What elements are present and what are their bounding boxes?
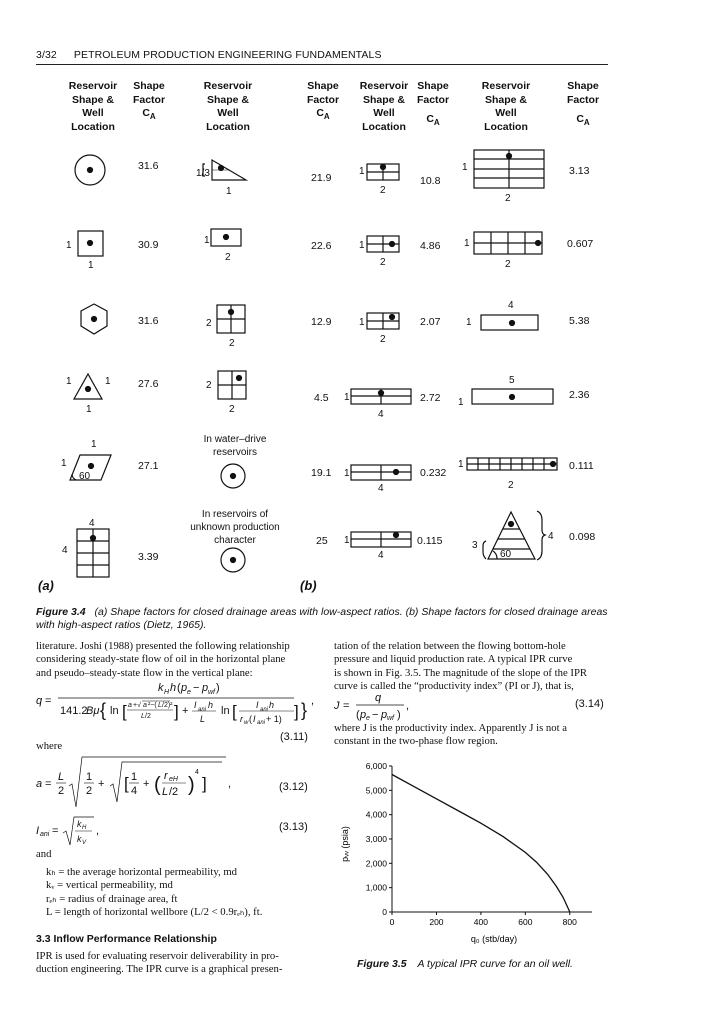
svg-text:): ) bbox=[188, 774, 195, 796]
svg-text:h: h bbox=[170, 682, 177, 694]
def-reh: rₑₕ = radius of drainage area, ft bbox=[46, 892, 178, 905]
col-header-factor-a2: Shape Factor $C_A$ bbox=[306, 80, 340, 122]
shape-square-centered bbox=[78, 231, 103, 256]
svg-text:=: = bbox=[343, 700, 350, 712]
y-tick-label: 5,000 bbox=[365, 785, 387, 796]
shape-rect-4x1-b2r3 bbox=[481, 315, 538, 330]
x-tick-label: 0 bbox=[389, 917, 395, 927]
svg-text:ani: ani bbox=[257, 720, 266, 726]
svg-text:(: ( bbox=[356, 709, 360, 721]
where-label-1: where bbox=[36, 740, 63, 752]
svg-text:−: − bbox=[193, 682, 200, 694]
svg-text:²−(: ²−( bbox=[148, 702, 157, 709]
dim-b1r4-bottom: 4 bbox=[378, 409, 384, 420]
svg-text:I: I bbox=[253, 714, 256, 724]
svg-text:I: I bbox=[194, 700, 197, 710]
dim-a1r5-left: 1 bbox=[61, 458, 67, 469]
def-kv: kᵥ = vertical permeability, md bbox=[46, 879, 173, 892]
svg-text:): ) bbox=[216, 682, 220, 694]
svg-text:L: L bbox=[158, 702, 162, 709]
figure-3-4-text: (a) Shape factors for closed drainage areas with low-aspect ratios. (b) Shape factors for closed drainage areas with high-aspect ratios (Dietz, 1965). bbox=[36, 606, 608, 631]
dim-a1r4-left: 1 bbox=[66, 376, 72, 387]
shape-rect-2x1 bbox=[211, 229, 241, 246]
svg-text:{: { bbox=[100, 700, 107, 720]
y-tick-label: 2,000 bbox=[365, 858, 387, 869]
dim-a2r1-left: 1/3 bbox=[196, 168, 210, 179]
dim-b2r2-left: 1 bbox=[464, 238, 470, 249]
dim-b2r4-top: 5 bbox=[509, 375, 515, 386]
eq-3-11-number: (3.11) bbox=[280, 731, 308, 743]
svg-text:I: I bbox=[256, 700, 259, 710]
svg-text:L: L bbox=[58, 771, 65, 783]
dim-b1r1-bottom: 2 bbox=[380, 185, 386, 196]
shape-rect-2x1-grid-b2r1 bbox=[474, 150, 544, 188]
factor-a1-6: 3.39 bbox=[138, 551, 159, 563]
svg-text:,: , bbox=[311, 695, 315, 707]
svg-text:q: q bbox=[375, 692, 382, 704]
shape-rect-5x1-b2r4 bbox=[472, 389, 553, 404]
svg-text:]: ] bbox=[174, 702, 179, 721]
dim-b2r3-top: 4 bbox=[508, 300, 514, 311]
svg-text:h: h bbox=[269, 700, 275, 710]
figure-3-5-text: A typical IPR curve for an oil well. bbox=[417, 958, 573, 970]
dim-b1r2-left: 1 bbox=[359, 240, 365, 251]
svg-text:/2: /2 bbox=[145, 713, 151, 720]
factor-a2-4: 4.5 bbox=[314, 392, 329, 404]
col-header-shape-b2: Reservoir Shape & Well Location bbox=[481, 80, 531, 133]
shape-rect-4x1-b1r4 bbox=[351, 389, 411, 404]
dim-a1r6-top: 4 bbox=[89, 518, 95, 529]
right-paragraph-1: tation of the relation between the flowing bottom-hole pressure and liquid production rate. A typical IPR curve is shown in Fig. 3.5. The magnitude of the slope of the IPR curve is called the “productivity index” (PI or J), that is, bbox=[334, 640, 588, 693]
shape-square-quarter bbox=[217, 305, 245, 333]
factor-b1-6: 0.115 bbox=[417, 535, 443, 547]
dim-b1r3-bottom: 2 bbox=[380, 334, 386, 345]
svg-text:h: h bbox=[208, 700, 214, 710]
dim-a2r3-bottom: 2 bbox=[229, 338, 235, 349]
svg-text:wf: wf bbox=[208, 689, 215, 696]
dim-a2r4-left: 2 bbox=[206, 380, 212, 391]
svg-text:k: k bbox=[158, 682, 164, 694]
shape-triangle-centered bbox=[74, 374, 102, 399]
dim-a2r3-left: 2 bbox=[206, 318, 212, 329]
dim-b2r6-right: 4 bbox=[548, 531, 554, 542]
shape-rect-2x1-b1r1 bbox=[367, 164, 399, 180]
dim-a2r4-bottom: 2 bbox=[229, 404, 235, 415]
factor-a1-2: 30.9 bbox=[138, 239, 159, 251]
factor-b1-5: 0.232 bbox=[420, 467, 447, 479]
dim-a1r4-right: 1 bbox=[105, 376, 111, 387]
page-number: 3/32 bbox=[36, 49, 57, 61]
dim-a1r2-left: 1 bbox=[66, 240, 72, 251]
panel-a-label: (a) bbox=[38, 578, 54, 593]
factor-a2-2: 22.6 bbox=[311, 240, 332, 252]
svg-text:r: r bbox=[240, 714, 243, 724]
svg-text:[: [ bbox=[124, 774, 129, 793]
svg-text:,: , bbox=[228, 778, 232, 790]
factor-a2-5: 19.1 bbox=[311, 467, 332, 479]
variable-definitions bbox=[46, 866, 336, 920]
dim-b1r2-bottom: 2 bbox=[380, 257, 386, 268]
factor-a2-3: 12.9 bbox=[311, 316, 332, 328]
dim-b1r5-bottom: 4 bbox=[378, 483, 384, 494]
svg-text:r: r bbox=[164, 770, 168, 782]
svg-text:Bμ: Bμ bbox=[86, 705, 100, 717]
dim-b2r1-left: 1 bbox=[462, 162, 468, 173]
factor-a1-3: 31.6 bbox=[138, 315, 159, 327]
dim-b2r6-angle: 60 bbox=[500, 549, 512, 560]
svg-text:p: p bbox=[381, 709, 388, 721]
def-kh: kₕ = the average horizontal permeability, md bbox=[46, 866, 237, 878]
y-tick-label: 3,000 bbox=[365, 834, 387, 844]
dim-b1r1-left: 1 bbox=[359, 166, 365, 177]
dim-b2r3-left: 1 bbox=[466, 317, 472, 328]
x-tick-label: 400 bbox=[473, 917, 488, 927]
factor-b1-2: 4.86 bbox=[420, 240, 441, 252]
running-title: PETROLEUM PRODUCTION ENGINEERING FUNDAMENTALS bbox=[73, 49, 382, 61]
def-l: L = length of horizontal wellbore (L/2 < 0.9rₑₕ), ft. bbox=[46, 906, 263, 919]
svg-text:a: a bbox=[143, 702, 147, 709]
svg-text:,: , bbox=[406, 700, 410, 712]
shape-circle-water-drive bbox=[221, 464, 245, 488]
svg-text:+ 1): + 1) bbox=[266, 714, 282, 724]
svg-text:L: L bbox=[141, 713, 145, 720]
shape-triangle-60-b2r6 bbox=[483, 511, 545, 560]
figure-3-5-label: Figure 3.5 bbox=[357, 958, 407, 970]
y-tick-label: 1,000 bbox=[365, 882, 387, 893]
dim-b2r2-bottom: 2 bbox=[505, 259, 511, 270]
dim-b1r6-left: 1 bbox=[344, 535, 350, 546]
shape-rect-2x1-grid-b2r2 bbox=[474, 232, 542, 254]
dim-b1r4-left: 1 bbox=[344, 392, 350, 403]
svg-text:ln: ln bbox=[221, 705, 230, 717]
factor-b1-3: 2.07 bbox=[420, 316, 441, 328]
x-tick-label: 600 bbox=[518, 917, 533, 927]
svg-text:(: ( bbox=[154, 774, 161, 796]
svg-text:4: 4 bbox=[195, 769, 199, 776]
shape-circle-centered bbox=[75, 155, 105, 185]
svg-text:4: 4 bbox=[131, 785, 138, 797]
svg-text:e: e bbox=[187, 689, 191, 696]
svg-text:}: } bbox=[301, 700, 308, 720]
dim-b2r4-left: 1 bbox=[458, 397, 464, 408]
svg-text:L: L bbox=[200, 714, 206, 724]
left-paragraph-2: IPR is used for evaluating reservoir deliverability in pro- duction engineering. The IPR curve is a graphical presen- bbox=[36, 950, 283, 976]
figure-3-4-label: Figure 3.4 bbox=[36, 606, 86, 618]
factor-b2-6: 0.098 bbox=[569, 531, 596, 543]
svg-text:ani: ani bbox=[198, 707, 207, 713]
x-tick-label: 200 bbox=[429, 917, 444, 927]
dim-b2r5-bottom: 2 bbox=[508, 480, 514, 491]
svg-text:p: p bbox=[202, 682, 209, 694]
col-header-shape-a2: Reservoir Shape & Well Location bbox=[203, 80, 253, 133]
right-paragraph-2: where J is the productivity index. Apparently J is not a constant in the two-phase flow region. bbox=[334, 722, 568, 748]
equation-3-13 bbox=[36, 814, 331, 848]
svg-text:k: k bbox=[77, 834, 82, 844]
svg-text:1: 1 bbox=[131, 771, 138, 783]
factor-a1-5: 27.1 bbox=[138, 460, 159, 472]
y-tick-label: 6,000 bbox=[365, 761, 387, 771]
dim-a2r2-bottom: 2 bbox=[225, 252, 231, 263]
svg-text:wf: wf bbox=[387, 715, 394, 722]
svg-text:e: e bbox=[366, 715, 370, 722]
svg-text:1: 1 bbox=[86, 771, 93, 783]
equation-3-12 bbox=[36, 752, 331, 816]
x-axis-label: q₀ (stb/day) bbox=[470, 934, 518, 944]
shape-rect-ladder-b2r5 bbox=[467, 458, 557, 470]
dim-a2r1-bottom: 1 bbox=[226, 186, 232, 197]
svg-text:H: H bbox=[164, 689, 170, 696]
y-tick-label: 4,000 bbox=[365, 809, 387, 820]
svg-text:/2: /2 bbox=[169, 786, 179, 798]
svg-text:ln: ln bbox=[110, 705, 119, 717]
x-tick-label: 800 bbox=[562, 917, 577, 927]
factor-b2-1: 3.13 bbox=[569, 165, 590, 177]
svg-text:]: ] bbox=[294, 702, 299, 721]
factor-b2-3: 5.38 bbox=[569, 315, 590, 327]
factor-a2-6: 25 bbox=[316, 535, 328, 547]
svg-text:]: ] bbox=[202, 774, 207, 793]
equation-3-11 bbox=[36, 676, 331, 744]
svg-text:(: ( bbox=[249, 714, 252, 724]
svg-text:w: w bbox=[244, 720, 249, 726]
shape-hexagon-centered bbox=[81, 304, 107, 334]
svg-text:k: k bbox=[77, 819, 82, 829]
svg-text:,: , bbox=[96, 825, 100, 837]
panel-b-label: (b) bbox=[300, 578, 317, 593]
factor-a2-1: 21.9 bbox=[311, 172, 332, 184]
dim-b1r6-bottom: 4 bbox=[378, 550, 384, 561]
factor-a1-4: 27.6 bbox=[138, 378, 159, 390]
dim-b2r1-bottom: 2 bbox=[505, 193, 511, 204]
section-heading-3-3: 3.3 Inflow Performance Relationship bbox=[36, 933, 217, 945]
svg-text:): ) bbox=[397, 709, 401, 721]
col-header-factor-b2: Shape Factor $C_A$ bbox=[566, 80, 600, 128]
shape-rhombus-60deg bbox=[70, 455, 111, 480]
svg-text:+: + bbox=[98, 778, 105, 790]
svg-text:eH: eH bbox=[169, 776, 178, 783]
factor-b1-4: 2.72 bbox=[420, 392, 441, 404]
factor-b2-5: 0.111 bbox=[569, 460, 594, 472]
dim-b2r5-left: 1 bbox=[458, 459, 464, 470]
y-axis-label: pᵥᵥ (psia) bbox=[340, 826, 350, 862]
shape-rect-2x1-b1r3 bbox=[367, 313, 399, 329]
factor-b1-1: 10.8 bbox=[420, 175, 441, 187]
dim-b1r3-left: 1 bbox=[359, 317, 365, 328]
svg-text:[: [ bbox=[232, 702, 237, 721]
col-header-shape-b1: Reservoir Shape & Well Location bbox=[359, 80, 409, 133]
svg-text:p: p bbox=[360, 709, 367, 721]
svg-text:p: p bbox=[181, 682, 188, 694]
eq-3-13-number: (3.13) bbox=[279, 821, 308, 833]
col-header-factor-a1: Shape Factor $C_A$ bbox=[132, 80, 166, 122]
svg-text:H: H bbox=[82, 825, 87, 831]
svg-text:2: 2 bbox=[58, 785, 65, 797]
dim-a1r5-angle: 60 bbox=[79, 471, 91, 482]
shape-rect-4x1-b1r5 bbox=[351, 465, 411, 480]
equation-3-14 bbox=[334, 688, 609, 724]
figure-3-5-caption bbox=[357, 958, 573, 970]
ipr-chart bbox=[334, 756, 604, 948]
svg-text:=: = bbox=[45, 695, 52, 707]
eq-3-12-number: (3.12) bbox=[279, 781, 308, 793]
factor-b2-4: 2.36 bbox=[569, 389, 590, 401]
dim-a1r4-bottom: 1 bbox=[86, 404, 92, 415]
svg-text:141.2: 141.2 bbox=[60, 705, 88, 717]
svg-text:L: L bbox=[162, 786, 169, 798]
svg-text:a: a bbox=[128, 702, 132, 709]
svg-text:a: a bbox=[36, 778, 43, 790]
col-header-shape-a1: Reservoir Shape & Well Location bbox=[68, 80, 118, 133]
shape-square-quarter-offset bbox=[218, 371, 246, 399]
svg-text:+: + bbox=[143, 778, 150, 790]
shape-rect-4x1-b1r6 bbox=[351, 532, 411, 547]
shape-square-grid bbox=[77, 529, 109, 577]
shape-circle-unknown bbox=[221, 548, 245, 572]
dim-a1r2-bottom: 1 bbox=[88, 260, 94, 271]
figure-3-4-caption bbox=[36, 606, 608, 632]
dim-a2r2-left: 1 bbox=[204, 235, 210, 246]
svg-text:(: ( bbox=[177, 682, 181, 694]
dim-a1r6-left: 4 bbox=[62, 545, 68, 556]
left-paragraph-1: literature. Joshi (1988) presented the following relationship considering steady-state flow of oil in the horizontal plane and pseudo–steady-state flow in the vertical plane: bbox=[36, 640, 290, 679]
water-drive-note: In water–drive reservoirs bbox=[203, 434, 267, 458]
factor-a1-1: 31.6 bbox=[138, 160, 159, 172]
svg-text:+: + bbox=[182, 705, 189, 717]
eq-3-14-number: (3.14) bbox=[575, 698, 604, 710]
svg-text:2: 2 bbox=[86, 785, 93, 797]
svg-text:I: I bbox=[36, 825, 40, 837]
svg-text:+√: +√ bbox=[133, 702, 141, 709]
factor-b2-2: 0.607 bbox=[567, 238, 594, 250]
shape-rect-2x1-b1r2 bbox=[367, 236, 399, 252]
svg-text:ani: ani bbox=[260, 707, 269, 713]
col-header-factor-b1: Shape Factor $C_A$ bbox=[416, 80, 450, 128]
y-tick-label: 0 bbox=[382, 907, 387, 917]
svg-text:V: V bbox=[82, 840, 87, 846]
svg-text:ani: ani bbox=[40, 831, 50, 838]
dim-a1r5-top: 1 bbox=[91, 439, 97, 450]
svg-text:−: − bbox=[372, 709, 379, 721]
and-label: and bbox=[36, 848, 52, 860]
svg-text:q: q bbox=[36, 695, 43, 707]
dim-b2r6-left: 3 bbox=[472, 540, 478, 551]
svg-text:/2)²: /2)² bbox=[162, 702, 173, 709]
unknown-character-note: In reservoirs of unknown production character bbox=[190, 509, 280, 546]
ipr-curve-series bbox=[392, 775, 570, 913]
dim-b1r5-left: 1 bbox=[344, 468, 350, 479]
svg-text:J: J bbox=[334, 700, 340, 712]
svg-text:=: = bbox=[52, 825, 59, 837]
svg-text:=: = bbox=[45, 778, 52, 790]
svg-text:[: [ bbox=[122, 702, 127, 721]
